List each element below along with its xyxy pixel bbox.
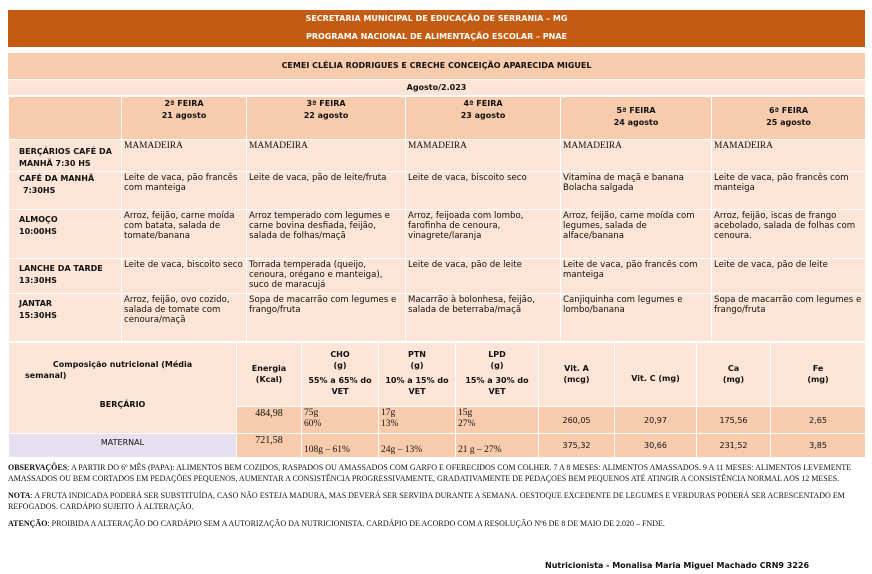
- menu-cell: Arroz, feijão, ovo cozido, salada de tomate com cenoura/maçã: [122, 294, 247, 342]
- meal-label: BERÇÁRIOS CAFÉ DA MANHÃ 7:30 HS: [9, 140, 122, 172]
- meal-label: JANTAR 15:30HS: [9, 294, 122, 342]
- menu-cell: MAMADEIRA: [406, 140, 561, 172]
- nutrition-table: [8, 342, 866, 458]
- notes-section: [8, 462, 865, 535]
- menu-cell: Leite de vaca, biscoito seco: [406, 172, 561, 210]
- menu-cell: Leite de vaca, pão de leite: [406, 259, 561, 294]
- maternal-fe: 3,85: [771, 434, 866, 458]
- menu-cell: Leite de vaca, pão francês com manteiga: [712, 172, 866, 210]
- observacoes-text: : A PARTIR DO 6º MÊS (PAPA): ALIMENTOS BEM COZIDOS, RASPADOS OU AMASSADOS COM GARFO E OFERECIDOS COM COLHER. 7 A 8 MESES: ALIMENTOS AMASSADOS. 9 A 11 MESES: ALIMENTOS LEVEMENTE AMASSADOS OU BEM CORTADOS EM PEDAÇÕES PEQUENOS, AUMENTAR A CONSISTÊNCIA PROGRESSIVAMENTE, GRADATIVAMENTE DE PEDAÇOES BEM PEQUENOS ATÉ ATINGIR A CONSISTÊNCIA NORMAL AOS 12 MESES.: [8, 463, 852, 483]
- nutritionist-signature: Nutricionista - Monalisa Maria Miguel Machado CRN9 3226: [545, 561, 810, 570]
- meal-row: [9, 172, 866, 210]
- day-name: 6ª FEIRA: [768, 106, 809, 115]
- menu-cell: Macarrão à bolonhesa, feijão, salada de beterraba/maçã: [406, 294, 561, 342]
- meal-label: LANCHE DA TARDE 13:30HS: [9, 259, 122, 294]
- month-label: Agosto/2.023: [406, 83, 467, 92]
- secretaria-title: SECRETARIA MUNICIPAL DE EDUCAÇÃO DE SERRANIA – MG: [305, 14, 568, 23]
- nutrition-title-line: semanal): [25, 371, 67, 380]
- atencao-text: : PROIBIDA A ALTERAÇÃO DO CARDÁPIO SEM A AUTORIZAÇÃO DA NUTRICIONISTA. CARDÁPIO DE ACORDO COM A RESOLUÇÃO Nº6 DE 8 DE MAIO DE 2.020 – FNDE.: [47, 519, 665, 528]
- bercario-cho: 75g 60%: [302, 407, 379, 434]
- meal-row: [9, 210, 866, 259]
- maternal-cho: 108g – 61%: [302, 434, 379, 458]
- nota-label: NOTA: [8, 491, 31, 500]
- bercario-vitc: 20,97: [615, 407, 697, 434]
- nutrition-title-line: Composição nutricional (Média: [52, 360, 193, 369]
- observacoes-note: [8, 462, 865, 484]
- menu-cell: MAMADEIRA: [247, 140, 406, 172]
- meal-row: [9, 294, 866, 342]
- day-name: 5ª FEIRA: [616, 106, 656, 115]
- menu-table: [8, 96, 866, 342]
- menu-cell: Leite de vaca, pão de leite: [712, 259, 866, 294]
- menu-cell: MAMADEIRA: [561, 140, 712, 172]
- bercario-label: BERÇÁRIO: [99, 400, 146, 409]
- secretaria-header: [8, 10, 865, 27]
- day-header-tue: [247, 97, 406, 140]
- maternal-ca: 231,52: [697, 434, 771, 458]
- day-header-row: [9, 97, 866, 140]
- lpd-header: LPD (g) 15% a 30% do VET: [456, 343, 539, 407]
- menu-cell: Sopa de macarrão com legumes e frango/fruta: [247, 294, 406, 342]
- ptn-header: PTN (g) 10% a 15% do VET: [379, 343, 456, 407]
- day-name: 3ª FEIRA: [306, 99, 346, 108]
- observacoes-label: OBSERVAÇÕES: [8, 463, 68, 472]
- bercario-ca: 175,56: [697, 407, 771, 434]
- day-date: 22 agosto: [303, 111, 349, 120]
- maternal-row: [9, 434, 866, 458]
- menu-cell: Leite de vaca, pão francês com manteiga: [561, 259, 712, 294]
- meal-row: [9, 259, 866, 294]
- day-date: 24 agosto: [613, 118, 659, 127]
- menu-cell: MAMADEIRA: [712, 140, 866, 172]
- bercario-fe: 2,65: [771, 407, 866, 434]
- menu-cell: Leite de vaca, biscoito seco: [122, 259, 247, 294]
- corner-cell: [9, 97, 122, 140]
- menu-cell: Leite de vaca, pão francês com manteiga: [122, 172, 247, 210]
- menu-cell: Arroz, feijão, iscas de frango acebolado, salada de folhas com cenoura.: [712, 210, 866, 259]
- meal-row: [9, 140, 866, 172]
- school-band: [8, 53, 865, 79]
- bercario-ptn: 17g 13%: [379, 407, 456, 434]
- bercario-lpd: 15g 27%: [456, 407, 539, 434]
- meal-label: ALMOÇO 10:00HS: [9, 210, 122, 259]
- day-header-fri: [712, 97, 866, 140]
- school-name: CEMEI CLÉLIA RODRIGUES E CRECHE CONCEIÇÃO APARECIDA MIGUEL: [281, 61, 592, 70]
- atencao-label: ATENÇÃO: [8, 519, 48, 528]
- atencao-note: [8, 518, 865, 529]
- menu-cell: Sopa de macarrão com legumes e frango/fruta: [712, 294, 866, 342]
- day-name: 4ª FEIRA: [463, 99, 503, 108]
- menu-cell: Arroz temperado com legumes e carne bovina desfiada, feijão, salada de folhas/maçã: [247, 210, 406, 259]
- maternal-vitc: 30,66: [615, 434, 697, 458]
- day-header-thu: [561, 97, 712, 140]
- menu-cell: MAMADEIRA: [122, 140, 247, 172]
- day-date: 23 agosto: [460, 111, 506, 120]
- vita-header: Vit. A (mcg): [539, 343, 615, 407]
- menu-cell: Canjiquinha com legumes e lombo/banana: [561, 294, 712, 342]
- menu-cell: Vitamina de maçã e banana Bolacha salgada: [561, 172, 712, 210]
- maternal-ptn: 24g – 13%: [379, 434, 456, 458]
- energia-header: Energia (Kcal): [237, 343, 302, 407]
- month-band: [8, 80, 865, 95]
- maternal-vita: 375,32: [539, 434, 615, 458]
- program-title: PROGRAMA NACIONAL DE ALIMENTAÇÃO ESCOLAR – PNAE: [305, 32, 568, 41]
- nota-text: : A FRUTA INDICADA PODERÁ SER SUBSTITUÍDA, CASO NÃO ESTEJA MADURA, MAS DEVERÁ SER SERVIDA DURANTE A SEMANA. OESTOQUE EXCEDENTE DE LEGUMES E VERDURAS PODERÁ SER ACRESCENTADO EM REFOGADOS. CARDÁPIO SUJEITO À ALTERAÇÃO.: [8, 491, 845, 511]
- bercario-energia: 484,98: [237, 407, 302, 434]
- day-date: 21 agosto: [161, 111, 207, 120]
- vitc-header: Vit. C (mg): [615, 343, 697, 407]
- day-date: 25 agosto: [766, 118, 811, 127]
- menu-cell: Arroz, feijão, carne moída com batata, salada de tomate/banana: [122, 210, 247, 259]
- menu-cell: Arroz, feijoada com lombo, farofinha de cenoura, vinagrete/laranja: [406, 210, 561, 259]
- fe-header: Fe (mg): [771, 343, 866, 407]
- menu-cell: Torrada temperada (queijo, cenoura, orégano e manteiga), suco de maracujá: [247, 259, 406, 294]
- ca-header: Ca (mg): [697, 343, 771, 407]
- maternal-lpd: 21 g – 27%: [456, 434, 539, 458]
- day-header-mon: [122, 97, 247, 140]
- program-header: [8, 27, 865, 47]
- menu-cell: Arroz, feijão, carne moída com legumes, salada de alface/banana: [561, 210, 712, 259]
- day-header-wed: [406, 97, 561, 140]
- nutrition-title: [9, 343, 237, 434]
- cho-header: CHO (g) 55% a 65% do VET: [302, 343, 379, 407]
- meal-label: CAFÉ DA MANHÃ 7:30HS: [9, 172, 122, 210]
- nota-note: [8, 490, 865, 512]
- nutrition-header-row: [9, 343, 866, 407]
- day-name: 2ª FEIRA: [164, 99, 204, 108]
- maternal-energia: 721,58: [237, 434, 302, 458]
- menu-cell: Leite de vaca, pão de leite/fruta: [247, 172, 406, 210]
- bercario-vita: 260,05: [539, 407, 615, 434]
- maternal-label: MATERNAL: [9, 434, 237, 458]
